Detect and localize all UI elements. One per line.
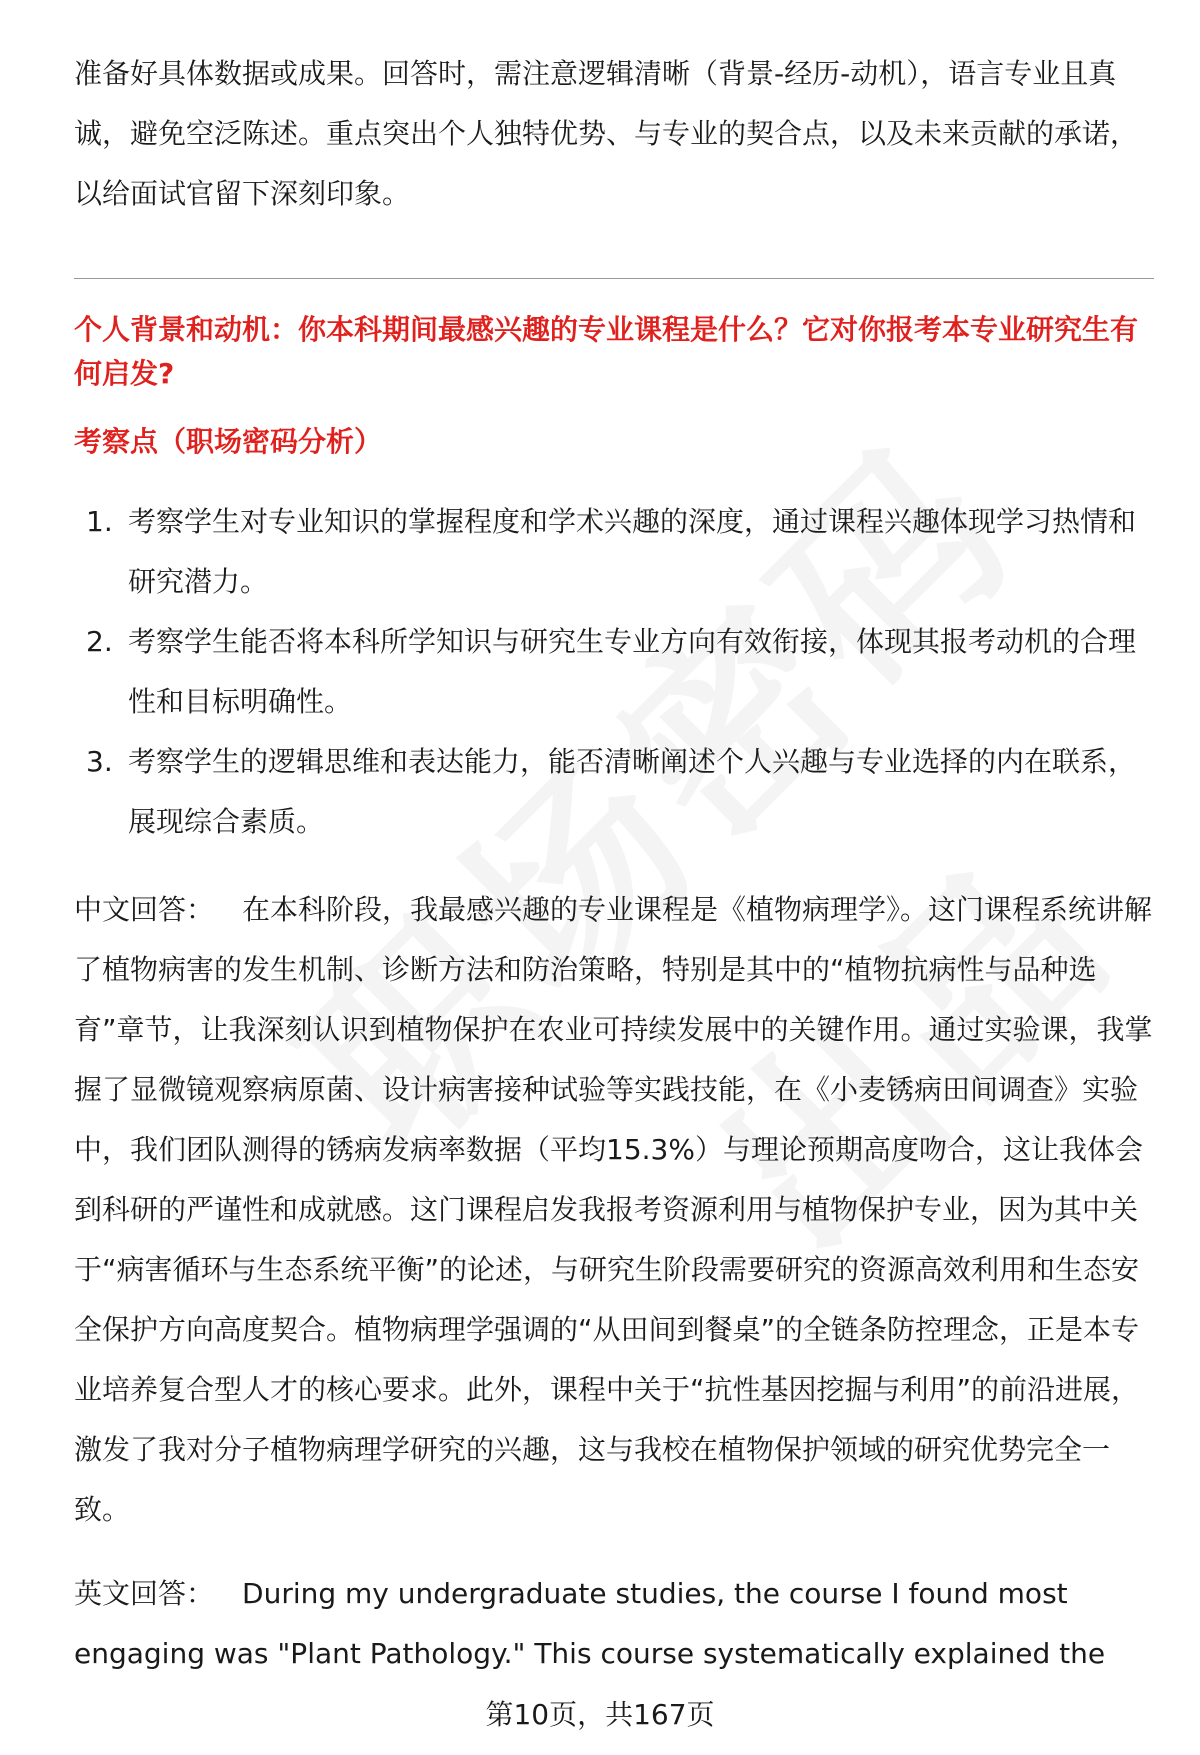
assessment-list xyxy=(74,492,1154,852)
english-answer-paragraph xyxy=(74,1564,1154,1684)
list-item-text: 考察学生对专业知识的掌握程度和学术兴趣的深度，通过课程兴趣体现学习热情和研究潜力。 xyxy=(128,505,1137,598)
list-item xyxy=(74,612,1154,732)
list-item xyxy=(74,492,1154,612)
list-item xyxy=(74,732,1154,852)
section-divider xyxy=(74,278,1154,279)
list-number: 3. xyxy=(86,745,113,778)
list-number: 1. xyxy=(86,505,113,538)
chinese-answer-paragraph xyxy=(74,880,1154,1540)
english-answer-text: During my undergraduate studies, the course I found most engaging was "Plant Pathology." This course systematically explained the xyxy=(74,1577,1106,1670)
list-item-text: 考察学生的逻辑思维和表达能力，能否清晰阐述个人兴趣与专业选择的内在联系，展现综合素质。 xyxy=(128,745,1137,838)
english-answer-label: 英文回答： xyxy=(74,1577,215,1610)
assessment-heading: 考察点（职场密码分析） xyxy=(74,425,383,458)
question-heading: 个人背景和动机：你本科期间最感兴趣的专业课程是什么？它对你报考本专业研究生有何启发? xyxy=(74,313,1139,390)
list-number: 2. xyxy=(86,625,113,658)
intro-paragraph: 准备好具体数据或成果。回答时，需注意逻辑清晰（背景-经历-动机），语言专业且真诚，避免空泛陈述。重点突出个人独特优势、与专业的契合点，以及未来贡献的承诺，以给面试官留下深刻印象。 xyxy=(74,57,1139,210)
list-item-text: 考察学生能否将本科所学知识与研究生专业方向有效衔接，体现其报考动机的合理性和目标明确性。 xyxy=(128,625,1137,718)
page-footer: 第10页，共167页 xyxy=(485,1698,715,1731)
chinese-answer-text: 在本科阶段，我最感兴趣的专业课程是《植物病理学》。这门课程系统讲解了植物病害的发生机制、诊断方法和防治策略，特别是其中的“植物抗病性与品种选育”章节，让我深刻认识到植物保护在农业可持续发展中的关键作用。通过实验课，我掌握了显微镜观察病原菌、设计病害接种试验等实践技能，在《小麦锈病田间调查》实验中，我们团队测得的锈病发病率数据（平均15.3%）与理论预期高度吻合，这让我体会到科研的严谨性和成就感。这门课程启发我报考资源利用与植物保护专业，因为其中关于“病害循环与生态系统平衡”的论述，与研究生阶段需要研究的资源高效利用和生态安全保护方向高度契合。植物病理学强调的“从田间到餐桌”的全链条防控理念，正是本专业培养复合型人才的核心要求。此外，课程中关于“抗性基因挖掘与利用”的前沿进展，激发了我对分子植物病理学研究的兴趣，这与我校在植物保护领域的研究优势完全一致。 xyxy=(74,893,1153,1526)
chinese-answer-label: 中文回答： xyxy=(74,893,215,926)
